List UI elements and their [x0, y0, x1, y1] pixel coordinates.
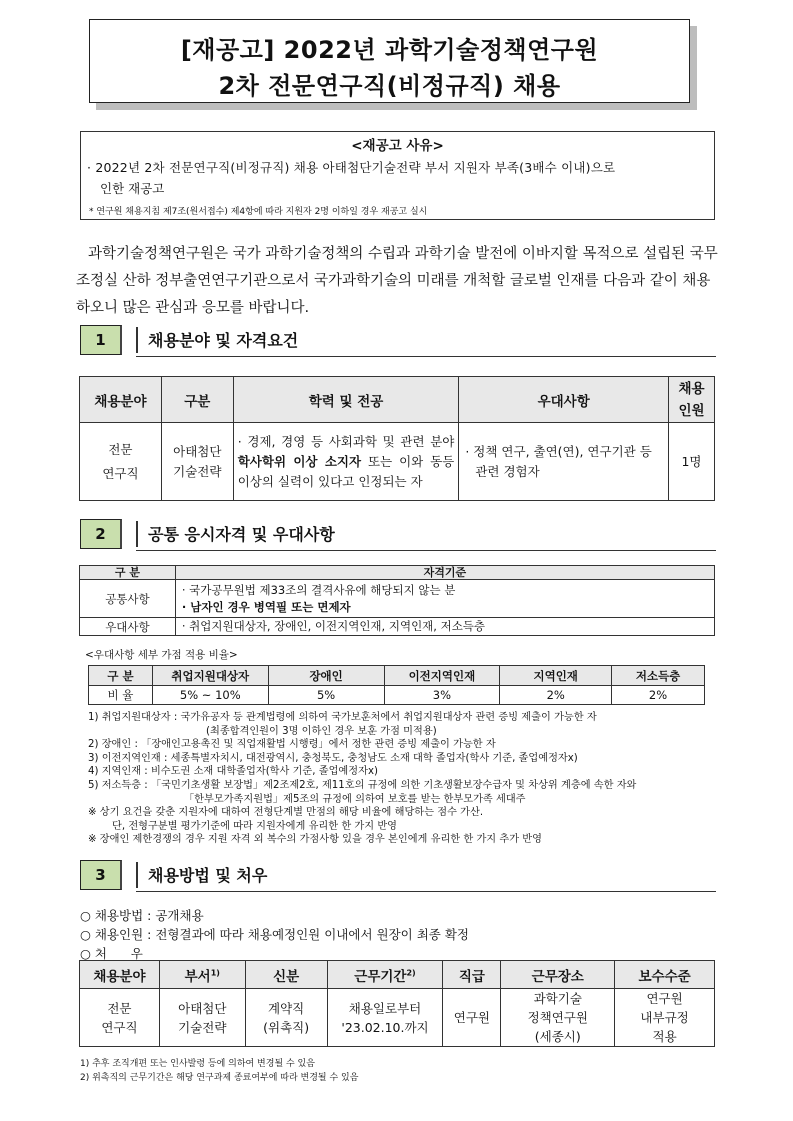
header-headcount-line1: 채용 — [678, 380, 705, 397]
education-text-bold: 학사학위 이상 소지자 — [237, 453, 362, 469]
cell-rate: 2% — [612, 686, 705, 705]
note-line: 1) 취업지원대상자 : 국가유공자 등 관계법령에 의하여 국가보훈처에서 취업지원대상자 관련 증빙 제출이 가능한 자 — [88, 712, 597, 723]
footnote-ref-2: 2) — [406, 968, 416, 977]
header-criteria: 자격기준 — [175, 566, 714, 580]
section-title: 채용분야 및 자격요건 — [148, 331, 299, 350]
row-label-common: 공통사항 — [80, 580, 176, 618]
header-status: 신분 — [245, 961, 327, 989]
salary-line2: 내부규정 — [640, 1010, 689, 1025]
header-disabled: 장애인 — [268, 666, 384, 686]
department-line1: 아태첨단 — [178, 1000, 227, 1016]
hiring-method-list — [80, 906, 469, 963]
cell-rank: 연구원 — [443, 989, 501, 1047]
cell-period — [327, 989, 443, 1047]
section-underline — [136, 891, 716, 893]
qualification-table — [79, 565, 715, 636]
criteria-line1: · 국가공무원법 제33조의 결격사유에 해당되지 않는 분 — [181, 582, 456, 597]
header-field: 채용분야 — [80, 961, 160, 989]
period-line1: 채용일로부터 — [348, 1000, 422, 1016]
cell-rate: 5% ~ 10% — [152, 686, 268, 705]
cell-field — [80, 423, 162, 501]
table-row — [80, 618, 715, 636]
footnote-ref-1: 1) — [210, 968, 220, 977]
section-3-header — [80, 860, 716, 892]
header-period-label: 근무기간 — [354, 968, 407, 985]
table-row — [80, 989, 715, 1047]
header-field: 채용분야 — [80, 377, 162, 423]
cell-rate: 2% — [500, 686, 612, 705]
division-line1: 아태첨단 — [173, 443, 222, 459]
cell-status — [245, 989, 327, 1047]
cell-education — [233, 423, 459, 501]
cell-workplace — [501, 989, 615, 1047]
cell-rate: 5% — [268, 686, 384, 705]
header-relocation-talent: 이전지역인재 — [384, 666, 500, 686]
table-row — [80, 580, 715, 618]
status-line2: (위촉직) — [263, 1019, 310, 1035]
cell-field — [80, 989, 160, 1047]
method-line2: ○ 채용인원 : 전형결과에 따라 채용예정인원 이내에서 원장이 최종 확정 — [80, 927, 469, 942]
table-header-row — [80, 961, 715, 989]
title-box — [89, 19, 690, 103]
section-title: 채용방법 및 처우 — [148, 866, 268, 885]
header-headcount-line2: 인원 — [678, 402, 705, 419]
section-2-header — [80, 519, 716, 551]
method-line1: ○ 채용방법 : 공개채용 — [80, 908, 204, 923]
header-preference: 우대사항 — [459, 377, 669, 423]
table-header-row — [89, 666, 705, 686]
header-local-talent: 지역인재 — [500, 666, 612, 686]
header-rank: 직급 — [443, 961, 501, 989]
section-divider — [136, 521, 138, 547]
note-line: ※ 상기 요건을 갖춘 지원자에 대하여 전형단계별 만점의 해당 비율에 해당하는 점수 가산. — [88, 807, 484, 819]
cell-rate: 3% — [384, 686, 500, 705]
preference-text: · 정책 연구, 출연(연), 연구기관 등 관련 경험자 — [465, 443, 652, 479]
header-category: 구 분 — [89, 666, 153, 686]
header-workplace: 근무장소 — [501, 961, 615, 989]
table-header-row — [80, 377, 715, 423]
reason-line1: · 2022년 2차 전문연구직(비정규직) 채용 아태첨단기술전략 부서 지원자 부족(3배수 이내)으로 — [87, 160, 616, 175]
header-employment-support: 취업지원대상자 — [152, 666, 268, 686]
education-text-b: 또는 이와 동등 이상의 실력이 있다고 인정되는 자 — [237, 453, 455, 489]
header-category: 구 분 — [80, 566, 176, 580]
note-line: 5) 저소득층 : 「국민기초생활 보장법」제2조제2호, 제11호의 규정에 의한 기초생활보장수급자 및 차상위 계층에 속한 자와 — [88, 779, 637, 791]
field-line1: 전문 — [107, 1000, 132, 1016]
bonus-notes — [88, 711, 713, 847]
cell-headcount: 1명 — [669, 423, 715, 501]
cell-salary — [615, 989, 715, 1047]
header-period — [327, 961, 443, 989]
workplace-line3: (세종시) — [534, 1029, 581, 1044]
table-header-row — [80, 566, 715, 580]
section-number: 2 — [80, 519, 122, 549]
treatment-table — [79, 960, 715, 1047]
reason-line2: 인한 재공고 — [100, 181, 165, 196]
header-headcount — [669, 377, 715, 423]
note-line: 3) 이전지역인재 : 세종특별자치시, 대전광역시, 충청북도, 충청남도 소재 대학 졸업자(학사 기준, 졸업예정자x) — [88, 752, 578, 764]
field-line2: 연구직 — [101, 1019, 138, 1035]
header-department-label: 부서 — [184, 968, 211, 985]
method-line3: ○ 처 우 — [80, 946, 143, 961]
workplace-line1: 과학기술 — [533, 991, 582, 1006]
period-line2: '23.02.10.까지 — [341, 1019, 429, 1035]
education-text-a: · 경제, 경영 등 사회과학 및 관련 분야 — [237, 433, 455, 449]
salary-line1: 연구원 — [646, 991, 683, 1006]
recruitment-field-table — [79, 376, 715, 501]
row-common-criteria — [175, 580, 714, 618]
intro-paragraph: 과학기술정책연구원은 국가 과학기술정책의 수립과 과학기술 발전에 이바지할 목적으로 설립된 국무조정실 산하 정부출연연구기관으로서 국가과학기술의 미래를 개척할 글로벌 인재를 다음과 같이 채용하오니 많은 관심과 응모를 바랍니다. — [76, 246, 718, 316]
workplace-line2: 정책연구원 — [527, 1010, 588, 1025]
footnote-2: 2) 위촉직의 근무기간은 해당 연구과제 종료여부에 따라 변경될 수 있음 — [80, 1073, 359, 1083]
bonus-rate-table — [88, 665, 705, 705]
note-line: 단, 전형구분별 평가기준에 따라 지원자에게 유리한 한 가지 반영 — [112, 820, 398, 832]
section-divider — [136, 327, 138, 353]
section-divider — [136, 862, 138, 888]
reason-heading: <재공고 사유> — [351, 138, 444, 154]
note-line: 4) 지역인재 : 비수도권 소재 대학졸업자(학사 기준, 졸업예정자x) — [88, 766, 378, 778]
row-label-preference: 우대사항 — [80, 618, 176, 636]
bonus-rate-caption: <우대사항 세부 가점 적용 비율> — [85, 649, 238, 661]
header-division: 구분 — [161, 377, 233, 423]
footnote-1: 1) 추후 조직개편 또는 인사발령 등에 의하여 변경될 수 있음 — [80, 1059, 315, 1069]
note-line: (최종합격인원이 3명 이하인 경우 보훈 가점 미적용) — [206, 725, 437, 737]
cell-preference — [459, 423, 669, 501]
salary-line3: 적용 — [652, 1029, 677, 1044]
status-line1: 계약직 — [268, 1000, 305, 1016]
section-title: 공통 응시자격 및 우대사항 — [148, 525, 335, 544]
cell-division — [161, 423, 233, 501]
section-underline — [136, 550, 716, 552]
page-title-line1: [재공고] 2022년 과학기술정책연구원 — [180, 36, 599, 64]
section-number: 1 — [80, 325, 122, 355]
field-line2: 연구직 — [102, 465, 139, 481]
header-salary: 보수수준 — [615, 961, 715, 989]
division-line2: 기술전략 — [173, 463, 222, 479]
section-number: 3 — [80, 860, 122, 890]
page-title-line2: 2차 전문연구직(비정규직) 채용 — [218, 72, 561, 100]
note-line: 「한부모가족지원법」제5조의 규정에 의하여 보호를 받는 한부모가족 세대주 — [184, 793, 526, 805]
header-low-income: 저소득층 — [612, 666, 705, 686]
header-education: 학력 및 전공 — [233, 377, 459, 423]
cell-department — [159, 989, 245, 1047]
table-row — [80, 423, 715, 501]
note-line: 2) 장애인 : 「장애인고용촉진 및 직업재활법 시행령」에서 정한 관련 증빙 제출이 가능한 자 — [88, 739, 496, 751]
field-line1: 전문 — [108, 441, 133, 457]
re-announcement-reason-box — [80, 131, 715, 220]
department-line2: 기술전략 — [178, 1019, 227, 1035]
cell-rate-label: 비 율 — [89, 686, 153, 705]
section-1-header — [80, 325, 716, 357]
header-department — [159, 961, 245, 989]
criteria-line2: · 남자인 경우 병역필 또는 면제자 — [181, 599, 351, 614]
note-line: ※ 장애인 제한경쟁의 경우 지원 자격 외 복수의 가점사항 있을 경우 본인에게 유리한 한 가지 추가 반영 — [88, 834, 542, 846]
footnotes — [80, 1057, 358, 1085]
row-preference-criteria: · 취업지원대상자, 장애인, 이전지역인재, 지역인재, 저소득층 — [175, 618, 714, 636]
section-underline — [136, 356, 716, 358]
table-row — [89, 686, 705, 705]
reason-note: * 연구원 채용지침 제7조(원서접수) 제4항에 따라 지원자 2명 이하일 경우 재공고 실시 — [89, 207, 428, 217]
